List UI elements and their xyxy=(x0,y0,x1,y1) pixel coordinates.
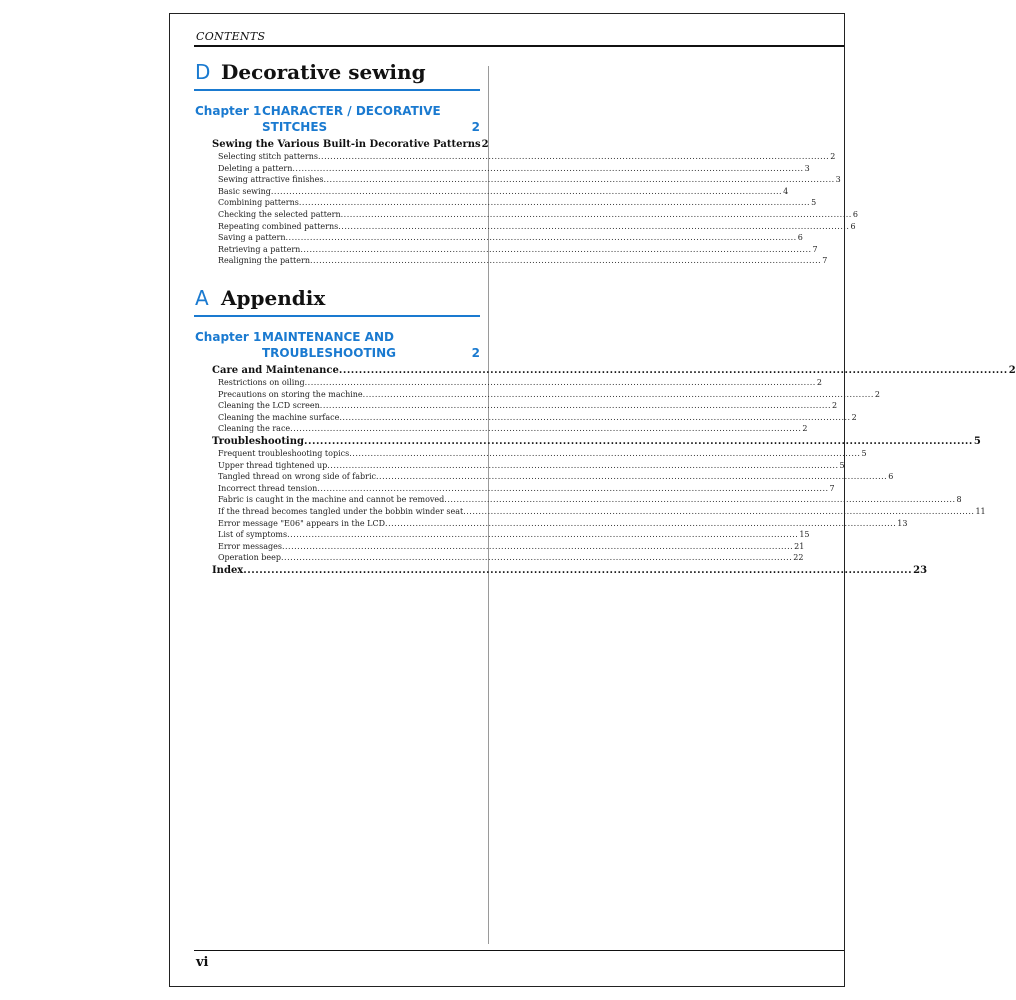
leader-dots xyxy=(310,255,821,267)
toc-item-title: Realigning the pattern xyxy=(218,256,310,266)
toc-page-number: 7 xyxy=(812,244,818,254)
toc-page-number: 2 xyxy=(802,424,808,434)
toc-page-number: 5 xyxy=(861,448,867,458)
toc-page-number: 11 xyxy=(975,506,986,516)
leader-dots xyxy=(341,209,852,221)
part-heading-a xyxy=(194,286,480,322)
toc-item[interactable] xyxy=(218,400,838,412)
toc-item-title: Operation beep xyxy=(218,553,282,563)
leader-dots xyxy=(286,232,797,244)
page-number: vi xyxy=(196,955,209,970)
toc-page-number: 4 xyxy=(783,186,789,196)
toc-item[interactable] xyxy=(218,552,804,564)
toc-item[interactable] xyxy=(218,209,858,221)
part-heading-d xyxy=(194,60,480,96)
leader-dots xyxy=(299,197,810,209)
leader-dots xyxy=(339,412,850,424)
toc-item[interactable] xyxy=(218,483,835,495)
toc-page-number: 7 xyxy=(829,483,835,493)
toc-item-title: Sewing attractive finishes xyxy=(218,175,324,185)
part-title: Decorative sewing xyxy=(221,60,426,84)
toc-item-title: Restrictions on oiling xyxy=(218,378,305,387)
toc-item-title: Fabric is caught in the machine and cannot be removed xyxy=(218,495,445,505)
toc-page-number: 6 xyxy=(852,209,858,219)
leader-dots xyxy=(323,174,834,186)
toc-item[interactable] xyxy=(218,423,808,435)
toc-page-number: 2 xyxy=(851,412,857,422)
chapter-page: 2 xyxy=(471,120,480,134)
toc-item-title: Selecting stitch patterns xyxy=(218,152,318,161)
toc-page-number: 2 xyxy=(830,152,836,161)
toc-page-number: 2 xyxy=(1008,365,1016,376)
toc-item-title: List of symptoms xyxy=(218,530,288,540)
leader-dots xyxy=(463,506,974,518)
toc-item-title: If the thread becomes tangled under the bobbin winder seat xyxy=(218,506,464,516)
toc-page-number: 8 xyxy=(956,495,962,505)
toc-section-title: Index xyxy=(212,564,244,576)
toc-page-number: 6 xyxy=(797,233,803,243)
leader-dots xyxy=(327,460,838,472)
toc-item-title: Cleaning the race xyxy=(218,424,291,434)
toc-section-title: Sewing the Various Built-in Decorative Patterns xyxy=(212,139,481,150)
toc-item[interactable] xyxy=(218,232,803,244)
part-rule xyxy=(194,89,480,91)
toc-item-title: Retrieving a pattern xyxy=(218,244,301,254)
toc-item[interactable] xyxy=(218,221,856,233)
toc-item-title: Combining patterns xyxy=(218,198,299,208)
toc-page-number: 5 xyxy=(839,460,845,470)
toc-page-number: 22 xyxy=(793,553,804,563)
part-letter: D xyxy=(195,60,211,84)
toc-section[interactable] xyxy=(212,364,1016,377)
toc-item[interactable] xyxy=(218,412,857,424)
toc-item[interactable] xyxy=(218,377,822,389)
toc-item-title: Saving a pattern xyxy=(218,233,286,243)
toc-item-title: Tangled thread on wrong side of fabric xyxy=(218,472,376,482)
toc-item[interactable] xyxy=(218,471,894,483)
leader-dots xyxy=(339,364,1008,377)
leader-dots xyxy=(243,564,912,577)
toc-item[interactable] xyxy=(218,506,986,518)
leader-dots xyxy=(281,552,792,564)
leader-dots xyxy=(376,471,887,483)
toc-page-number: 2 xyxy=(481,139,489,150)
toc-item-title: Cleaning the machine surface xyxy=(218,412,340,422)
toc-page-number: 7 xyxy=(822,256,828,266)
leader-dots xyxy=(300,244,811,256)
leader-dots xyxy=(290,423,801,435)
toc-section[interactable] xyxy=(212,138,489,151)
leader-dots xyxy=(385,518,896,530)
toc-item[interactable] xyxy=(218,197,817,209)
toc-section-title: Troubleshooting xyxy=(212,435,304,447)
toc-section-title: Care and Maintenance xyxy=(212,365,339,376)
leader-dots xyxy=(338,221,849,233)
leader-dots xyxy=(320,400,831,412)
part-letter: A xyxy=(195,286,209,310)
header-rule xyxy=(194,45,844,47)
leader-dots xyxy=(305,377,816,389)
toc-item[interactable] xyxy=(218,460,845,472)
toc-page-number: 6 xyxy=(888,472,894,482)
leader-dots xyxy=(304,435,973,448)
toc-page-number: 2 xyxy=(832,401,838,411)
toc-item-title: Repeating combined patterns xyxy=(218,221,339,231)
chapter-heading xyxy=(194,104,480,138)
chapter-page: 2 xyxy=(471,346,480,360)
leader-dots xyxy=(282,541,793,553)
toc-item-title: Deleting a pattern xyxy=(218,163,293,173)
toc-item-title: Frequent troubleshooting topics xyxy=(218,448,350,458)
toc-item[interactable] xyxy=(218,174,841,186)
toc-item-title: Cleaning the LCD screen xyxy=(218,401,320,411)
toc-item-title: Precautions on storing the machine xyxy=(218,389,363,399)
toc-item[interactable] xyxy=(218,541,805,553)
toc-page-number: 5 xyxy=(811,198,817,208)
toc-part-a xyxy=(194,286,1016,577)
leader-dots xyxy=(318,151,829,163)
footer-rule xyxy=(194,950,844,951)
chapter-title-line2: TROUBLESHOOTING xyxy=(262,346,396,360)
toc-item[interactable] xyxy=(218,163,810,175)
toc-item-title: Error messages xyxy=(218,541,282,551)
toc-page-number: 15 xyxy=(799,530,810,540)
chapter-title-line1: CHARACTER / DECORATIVE xyxy=(262,104,441,118)
leader-dots xyxy=(292,163,803,175)
leader-dots xyxy=(363,389,874,401)
toc-item[interactable] xyxy=(218,448,867,460)
toc-page-number: 2 xyxy=(816,378,822,387)
manual-page xyxy=(169,13,1016,987)
chapter-title-line1: MAINTENANCE AND xyxy=(262,330,394,344)
chapter-label: Chapter 1 xyxy=(195,330,262,344)
toc-item[interactable] xyxy=(218,151,836,163)
running-head: CONTENTS xyxy=(196,30,266,43)
toc-page-number: 13 xyxy=(897,518,908,528)
toc-item[interactable] xyxy=(218,529,810,541)
part-rule xyxy=(194,315,480,317)
leader-dots xyxy=(271,186,782,198)
toc-item-title: Checking the selected pattern xyxy=(218,209,341,219)
chapter-title-line2: STITCHES xyxy=(262,120,328,134)
toc-item-title: Basic sewing xyxy=(218,186,271,196)
toc-page-number: 3 xyxy=(835,175,841,185)
chapter-heading xyxy=(194,330,480,364)
toc-item[interactable] xyxy=(218,389,880,401)
toc-item-title: Incorrect thread tension xyxy=(218,483,318,493)
toc-item[interactable] xyxy=(218,518,908,530)
toc-item[interactable] xyxy=(218,494,962,506)
leader-dots xyxy=(287,529,798,541)
toc-item-title: Upper thread tightened up xyxy=(218,460,328,470)
toc-page-number: 5 xyxy=(973,435,981,447)
toc-page-number: 23 xyxy=(913,564,928,576)
leader-dots xyxy=(317,483,828,495)
toc-page-number: 21 xyxy=(794,541,805,551)
chapter-label: Chapter 1 xyxy=(195,104,262,118)
toc-item[interactable] xyxy=(218,255,828,267)
toc-section[interactable] xyxy=(212,564,928,577)
toc-part-d xyxy=(194,60,858,267)
toc-item[interactable] xyxy=(218,186,789,198)
leader-dots xyxy=(444,494,955,506)
toc-page-number: 3 xyxy=(804,163,810,173)
toc-item[interactable] xyxy=(218,244,818,256)
toc-page-number: 6 xyxy=(850,221,856,231)
leader-dots xyxy=(349,448,860,460)
toc-section[interactable] xyxy=(212,435,981,448)
part-title: Appendix xyxy=(221,286,326,310)
toc-page-number: 2 xyxy=(874,389,880,399)
toc-item-title: Error message "E06" appears in the LCD xyxy=(218,518,386,528)
